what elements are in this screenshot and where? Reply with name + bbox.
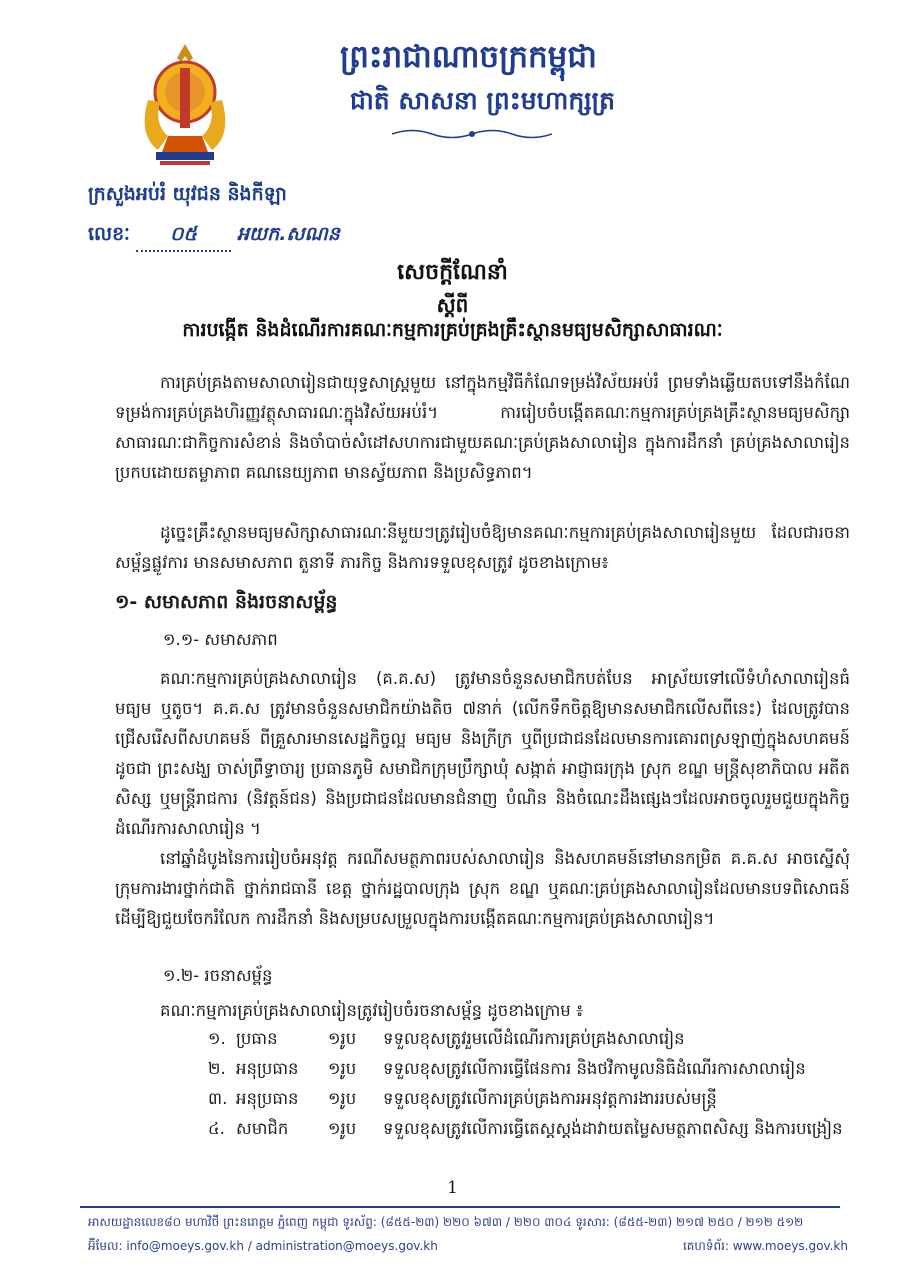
footer-contacts: [88, 1238, 848, 1256]
royal-emblem-icon: [138, 40, 233, 175]
kingdom-title: ព្រះរាជាណាចក្រកម្ពុជា: [340, 39, 597, 75]
role-duty: ទទួលខុសត្រូវលើការធ្វើផែនការ និងថវិកាមូលនិធិដំណើរការសាលារៀន: [383, 1059, 806, 1078]
footer-address: អាសយដ្ឋានលេខ៨០ មហាវិថី ព្រះនរោត្តម ភ្នំពេញ កម្ពុជា ទូរស័ព្ទ: (៨៥៥-២៣) ២២០ ៦៧៣ / ២២០ ៣០៤ ទូរសារ: (៨៥៥-២៣) ២១៧ ២៥០ / ២១២ ៥១២: [88, 1215, 804, 1229]
role-count: ១រូប: [328, 1119, 357, 1138]
role-duty: ទទួលខុសត្រូវលើការធ្វើតេស្តស្តង់ដាវាយតម្លៃសមត្ថភាពសិស្ស និងការបង្រៀន: [383, 1119, 843, 1138]
document-type: សេចក្តីណែនាំ: [397, 260, 508, 285]
role-number: ១.: [208, 1029, 226, 1048]
list-item: [208, 1084, 868, 1114]
reference-number-value: ០៥: [136, 222, 231, 252]
email-label: អ៊ីមែល:: [88, 1239, 123, 1253]
role-number: ៤.: [208, 1119, 225, 1138]
footer-divider: [80, 1206, 840, 1208]
role-duty: ទទួលខុសត្រូវលើការគ្រប់គ្រងការអនុវត្តការងាររបស់មន្ត្រី: [383, 1089, 717, 1108]
reference-number: [88, 222, 340, 252]
subsection-heading: ១.២- រចនាសម្ព័ន្ធ: [163, 966, 273, 985]
role-title: អនុប្រធាន: [236, 1089, 299, 1108]
ministry-name: ក្រសួងអប់រំ យុវជន និងកីឡា: [88, 183, 287, 205]
document-about: ស្តីពី: [436, 293, 469, 317]
role-number: ២.: [208, 1059, 226, 1078]
footer-website[interactable]: www.moeys.gov.kh: [732, 1239, 848, 1253]
intro-paragraph-2: ដូច្នេះគ្រឹះស្ថានមធ្យមសិក្សាសាធារណៈនីមួយៗត្រូវរៀបចំឱ្យមានគណៈកម្មការគ្រប់គ្រងសាលារៀនមួយ ដែលជារចនាសម្ព័ន្ធផ្លូវការ មានសមាសភាព តួនាទី ភារកិច្ច និងការទទួលខុសត្រូវ ដូចខាងក្រោម៖: [115, 523, 850, 572]
intro-paragraph-1: ការគ្រប់គ្រងតាមសាលារៀនជាយុទ្ធសាស្ត្រមួយ នៅក្នុងកម្មវិធីកំណែទម្រង់វិស័យអប់រំ ព្រមទាំងឆ្លើយតបទៅនឹងកំណែទម្រង់ការគ្រប់គ្រងហិរញ្ញវត្ថុសាធារណៈក្នុងវិស័យអប់រំ។ ការរៀបចំបង្កើតគណៈកម្មការគ្រប់គ្រងគ្រឹះស្ថានមធ្យមសិក្សាសាធារណៈជាកិច្ចការសំខាន់ និងចាំបាច់សំដៅសហការជាមួយគណៈគ្រប់គ្រងសាលារៀន ក្នុងការដឹកនាំ គ្រប់គ្រងសាលារៀនប្រកបដោយតម្លាភាព គណនេយ្យភាព មានស្វ័យភាព និងប្រសិទ្ធភាព។: [115, 373, 850, 482]
footer-email[interactable]: info@moeys.gov.kh / administration@moeys.gov.kh: [126, 1239, 438, 1253]
role-number: ៣.: [208, 1089, 228, 1108]
reference-suffix: អយក.សណន: [236, 223, 340, 245]
list-item: [208, 1054, 868, 1084]
section-heading: ១- សមាសភាព និងរចនាសម្ព័ន្ធ: [115, 591, 338, 613]
website-label: គេហទំព័រ:: [682, 1239, 729, 1253]
composition-paragraph-2: នៅឆ្នាំដំបូងនៃការរៀបចំអនុវត្ត ករណីសមត្ថភាពរបស់សាលារៀន និងសហគមន៍នៅមានកម្រិត គ.គ.ស អាចស្នើសុំក្រុមការងារថ្នាក់ជាតិ ថ្នាក់រាជធានី ខេត្ត ថ្នាក់រដ្ឋបាលក្រុង ស្រុក ខណ្ឌ ឬគណៈគ្រប់គ្រងសាលារៀនដែលមានបទពិសោធន៍ ដើម្បីឱ្យជួយចែករំលែក ការដឹកនាំ និងសម្របសម្រួលក្នុងការបង្កើតគណៈកម្មការគ្រប់គ្រងសាលារៀន។: [115, 849, 850, 928]
role-duty: ទទួលខុសត្រូវរួមលើដំណើរការគ្រប់គ្រងសាលារៀន: [383, 1029, 685, 1048]
page-number: 1: [447, 1178, 458, 1198]
ornament-divider: [392, 126, 552, 140]
document-subject: ការបង្កើត និងដំណើរការគណៈកម្មការគ្រប់គ្រងគ្រឹះស្ថានមធ្យមសិក្សាសាធារណៈ: [182, 319, 723, 341]
role-title: ប្រធាន: [236, 1029, 278, 1048]
role-title: សមាជិក: [236, 1119, 289, 1138]
reference-label: លេខៈ: [88, 223, 130, 245]
structure-intro: គណៈកម្មការគ្រប់គ្រងសាលារៀនត្រូវរៀបចំរចនាសម្ព័ន្ធ ដូចខាងក្រោម ៖: [160, 1001, 584, 1020]
subsection-heading: ១.១- សមាសភាព: [163, 630, 278, 649]
list-item: [208, 1114, 868, 1144]
role-title: អនុប្រធាន: [236, 1059, 299, 1078]
role-count: ១រូប: [328, 1029, 357, 1048]
role-count: ១រូប: [328, 1089, 357, 1108]
national-motto: ជាតិ សាសនា ព្រះមហាក្សត្រ: [350, 86, 615, 115]
list-item: [208, 1024, 868, 1054]
composition-paragraph-1: គណៈកម្មការគ្រប់គ្រងសាលារៀន (គ.គ.ស) ត្រូវមានចំនួនសមាជិកបត់បែន អាស្រ័យទៅលើទំហំសាលារៀនធំ មធ្យម ឬតូច។ គ.គ.ស ត្រូវមានចំនួនសមាជិកយ៉ាងតិច ៧នាក់ (លើកទឹកចិត្តឱ្យមានសមាជិកលើសពីនេះ) ដែលត្រូវបានជ្រើសរើសពីសហគមន៍ ពីគ្រួសារមានសេដ្ឋកិច្ចល្អ មធ្យម និងក្រីក្រ ឬពីប្រជាជនដែលមានការគោរពស្រឡាញ់ក្នុងសហគមន៍ ដូចជា ព្រះសង្ឃ ចាស់ព្រឹទ្ធាចារ្យ ប្រធានភូមិ សមាជិកក្រុមប្រឹក្សាឃុំ សង្កាត់ អាជ្ញាធរក្រុង ស្រុក ខណ្ឌ មន្ត្រីសុខាភិបាល អតីតសិស្ស ឬមន្ត្រីរាជការ (និវត្តន៍ជន) និងប្រជាជនដែលមានជំនាញ បំណិន និងចំណេះដឹងផ្សេងៗដែលអាចចូលរួមជួយក្នុងកិច្ចដំណើរការសាលារៀន ។: [115, 669, 850, 838]
role-count: ១រូប: [328, 1059, 357, 1078]
